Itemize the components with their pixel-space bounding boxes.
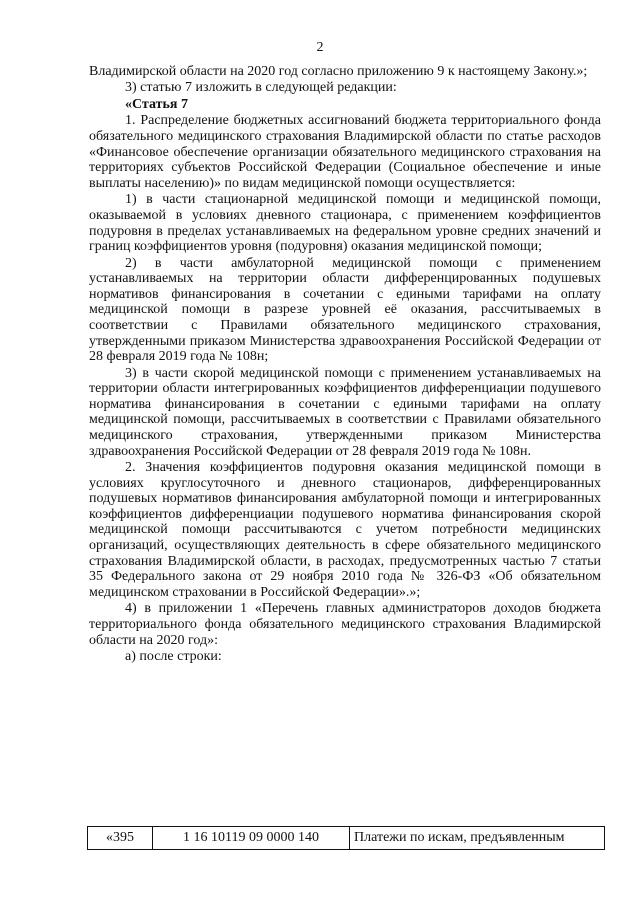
- document-body: [89, 64, 601, 665]
- revenue-code-cell: 1 16 10119 09 0000 140: [153, 827, 350, 850]
- table-row: [88, 827, 605, 850]
- paragraph: 4) в приложении 1 «Перечень главных администраторов доходов бюджета территориального фонда обязательного медицинского страхования Владимирской области на 2020 год»:: [89, 601, 601, 648]
- admin-code-cell: «395: [88, 827, 153, 850]
- page-number: 2: [316, 40, 324, 55]
- paragraph: 1. Распределение бюджетных ассигнований бюджета территориального фонда обязательного медицинского страхования Владимирской области по статье расходов «Финансовое обеспечение организации обязательного медицинского страхования на территориях субъектов Российской Федерации (Социальное обеспечение и иные выплаты населению)» по видам медицинской помощи осуществляется:: [89, 113, 601, 191]
- paragraph: 2. Значения коэффициентов подуровня оказания медицинской помощи в условиях круглосуточного и дневного стационаров, дифференцированных подушевых нормативов финансирования амбулаторной помощи и интегрированных коэффициентов дифференциации подушевого норматива финансирования скорой медицинской помощи рассчитываются с учетом потребности медицинских организаций, осуществляющих деятельность в сфере обязательного медицинского страхования Владимирской области, в расходах, предусмотренных частью 7 статьи 35 Федерального закона от 29 ноября 2010 года № 326-ФЗ «Об обязательном медицинском страховании в Российской Федерации».»;: [89, 460, 601, 600]
- paragraph: 3) в части скорой медицинской помощи с применением устанавливаемых на территории области интегрированных коэффициентов дифференциации подушевого норматива финансирования в сочетании с едиными тарифами на оплату медицинской помощи, рассчитываемых в соответствии с Правилами обязательного медицинского страхования, утвержденными приказом Министерства здравоохранения Российской Федерации от 28 февраля 2019 года № 108н.: [89, 365, 601, 459]
- article-heading: «Статья 7: [125, 96, 188, 112]
- paragraph: а) после строки:: [125, 648, 222, 664]
- paragraph: 2) в части амбулаторной медицинской помощи с применением устанавливаемых на территории области дифференцированных подушевых нормативов финансирования в сочетании с едиными тарифами на оплату медицинской помощи в разрезе уровней её оказания, рассчитываемых в соответствии с Правилами обязательного медицинского страхования, утвержденными приказом Министерства здравоохранения Российской Федерации от 28 февраля 2019 года № 108н;: [89, 255, 601, 365]
- paragraph: 3) статью 7 изложить в следующей редакции:: [125, 80, 397, 96]
- document-table: [87, 826, 605, 850]
- revenue-name-cell: Платежи по искам, предъявленным: [350, 827, 605, 850]
- paragraph: Владимирской области на 2020 год согласно приложению 9 к настоящему Закону.»;: [89, 64, 588, 79]
- paragraph: 1) в части стационарной медицинской помощи и медицинской помощи, оказываемой в условиях дневного стационара, с применением коэффициентов подуровня в пределах устанавливаемых на федеральном уровне средних значений и границ коэффициентов уровня (подуровня) оказания медицинской помощи;: [89, 192, 601, 255]
